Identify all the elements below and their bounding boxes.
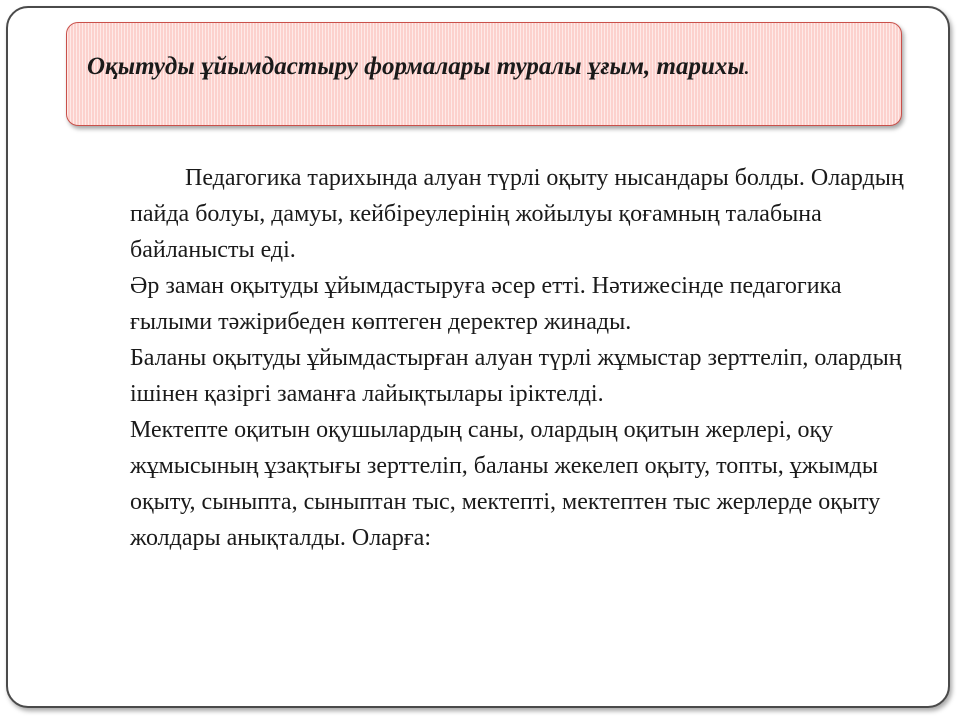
paragraph-1: Педагогика тарихында алуан түрлі оқыту нысандары болды. Олардың пайда болуы, дамуы, кейбіреулерінің жойылуы қоғамның талабына байланысты еді.	[130, 165, 904, 263]
title-banner	[66, 22, 902, 126]
body-text	[130, 160, 905, 556]
slide-title	[87, 37, 867, 98]
paragraph-3: Баланы оқытуды ұйымдастырған алуан түрлі жұмыстар зерттеліп, олардың ішінен қазіргі заманға лайықтылары іріктелді.	[130, 345, 902, 407]
paragraph-2: Әр заман оқытуды ұйымдастыруға әсер етті. Нәтижесінде педагогика ғылыми тәжірибеден көптеген деректер жинады.	[130, 273, 842, 335]
slide-title-period: .	[744, 58, 750, 78]
paragraph-4: Мектепте оқитын оқушылардың саны, олардың оқитын жерлері, оқу жұмысының ұзақтығы зерттеліп, баланы жекелеп оқыту, топты, ұжымды оқыту, сыныпта, сыныптан тыс, мектепті, мектептен тыс жерлерде оқыту жолдары анықталды. Оларға:	[130, 417, 881, 551]
slide-title-text: Оқытуды ұйымдастыру формалары туралы ұғым, тарихы	[87, 53, 745, 80]
